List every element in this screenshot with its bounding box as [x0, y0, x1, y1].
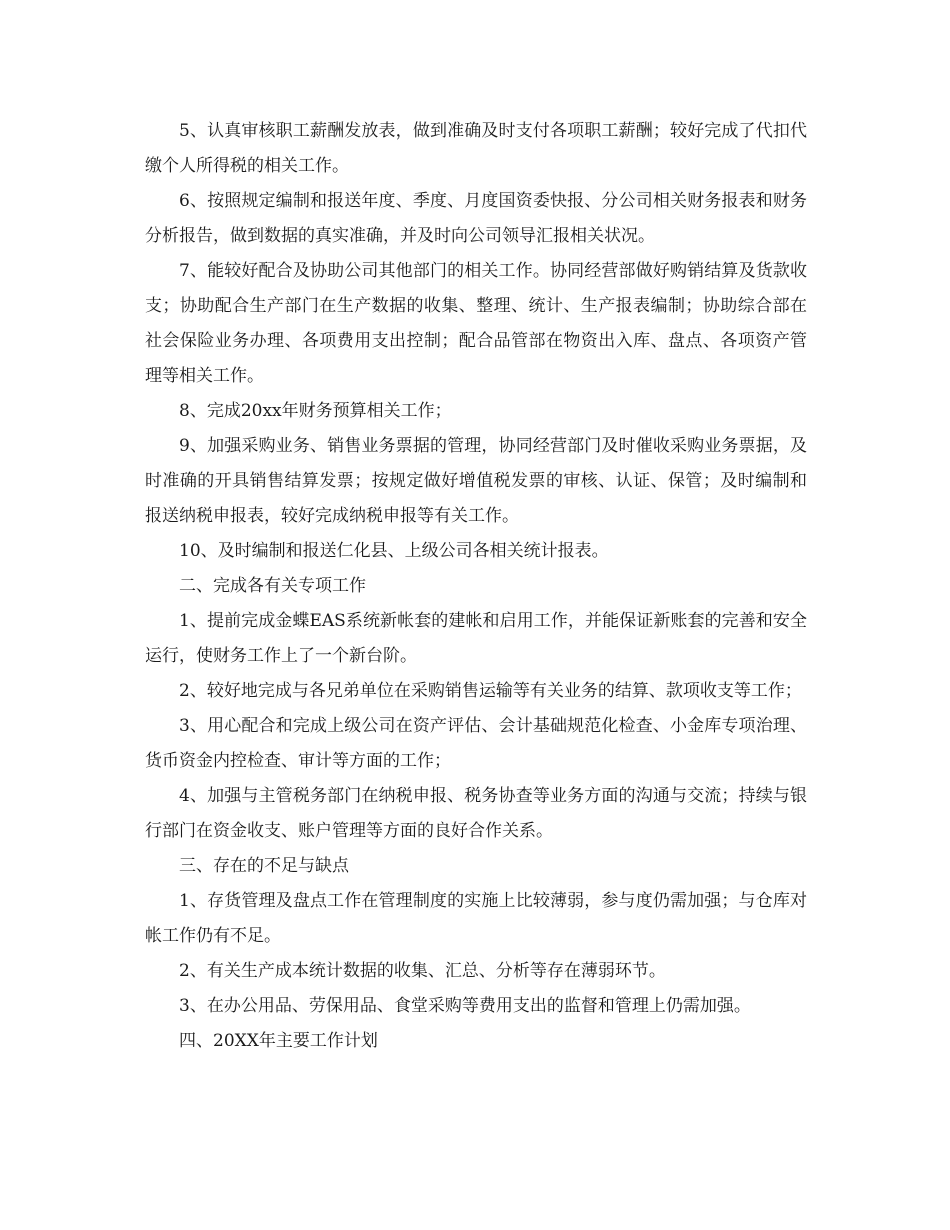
section-heading-work-plan: 四、20XX年主要工作计划: [179, 1031, 378, 1051]
paragraph-special-3-audit: 3、用心配合和完成上级公司在资产评估、会计基础规范化检查、小金库专项治理、货币资金内控检查、审计等方面的工作；: [145, 716, 807, 771]
paragraph-special-1-eas: 1、提前完成金蝶EAS系统新帐套的建帐和启用工作，并能保证新账套的完善和安全运行，使财务工作上了一个新台阶。: [145, 611, 807, 666]
paragraph-item-7-cooperation: 7、能较好配合及协助公司其他部门的相关工作。协同经营部做好购销结算及货款收支；协助配合生产部门在生产数据的收集、整理、统计、生产报表编制；协助综合部在社会保险业务办理、各项费用支出控制；配合品管部在物资出入库、盘点、各项资产管理等相关工作。: [145, 261, 807, 386]
paragraph-item-9-invoices: 9、加强采购业务、销售业务票据的管理，协同经营部门及时催收采购业务票据，及时准确的开具销售结算发票；按规定做好增值税发票的审核、认证、保管；及时编制和报送纳税申报表，较好完成纳税申报等有关工作。: [145, 436, 807, 526]
paragraph-special-4-tax-bank: 4、加强与主管税务部门在纳税申报、税务协查等业务方面的沟通与交流；持续与银行部门在资金收支、账户管理等方面的良好合作关系。: [145, 786, 807, 841]
paragraph-shortcoming-3-expenses: 3、在办公用品、劳保用品、食堂采购等费用支出的监督和管理上仍需加强。: [179, 996, 751, 1016]
section-heading-shortcomings: 三、存在的不足与缺点: [179, 856, 349, 876]
paragraph-item-8-budget: 8、完成20xx年财务预算相关工作；: [179, 401, 452, 421]
document-body: [145, 114, 807, 1059]
paragraph-shortcoming-1-inventory: 1、存货管理及盘点工作在管理制度的实施上比较薄弱，参与度仍需加强；与仓库对帐工作仍有不足。: [145, 891, 807, 946]
paragraph-item-6-reports: 6、按照规定编制和报送年度、季度、月度国资委快报、分公司相关财务报表和财务分析报告，做到数据的真实准确，并及时向公司领导汇报相关状况。: [145, 191, 807, 246]
paragraph-special-2-settlement: 2、较好地完成与各兄弟单位在采购销售运输等有关业务的结算、款项收支等工作；: [179, 681, 802, 701]
paragraph-item-5-salary: 5、认真审核职工薪酬发放表，做到准确及时支付各项职工薪酬；较好完成了代扣代缴个人所得税的相关工作。: [145, 121, 807, 176]
paragraph-item-10-statistics: 10、及时编制和报送仁化县、上级公司各相关统计报表。: [179, 541, 609, 561]
paragraph-shortcoming-2-cost-data: 2、有关生产成本统计数据的收集、汇总、分析等存在薄弱环节。: [179, 961, 666, 981]
section-heading-special-work: 二、完成各有关专项工作: [179, 576, 366, 596]
